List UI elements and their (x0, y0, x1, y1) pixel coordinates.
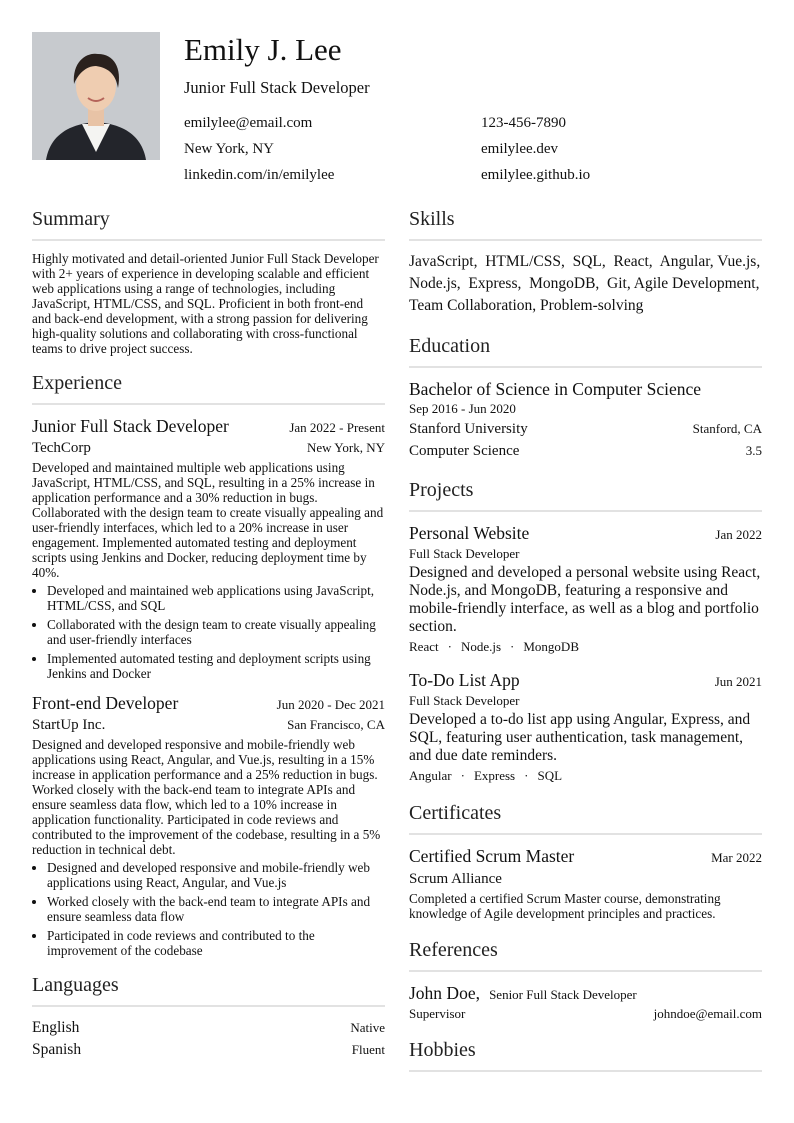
job-company: StartUp Inc. (32, 717, 106, 733)
school-name: Stanford University (409, 421, 528, 437)
job-company: TechCorp (32, 440, 91, 456)
job-title: Junior Full Stack Developer (32, 416, 229, 436)
section-heading: Projects (409, 477, 762, 512)
project-tag: Node.js (460, 639, 502, 654)
section-heading: Hobbies (409, 1037, 762, 1072)
project-description: Designed and developed a personal website using React, Node.js, and MongoDB, featuring a responsive and mobile-friendly interface, as well as a blog and portfolio section. (409, 564, 761, 635)
separator-dot: · (460, 768, 465, 783)
project-role: Full Stack Developer (409, 693, 520, 708)
certificates-section (409, 800, 762, 921)
job-bullet: • Collaborated with the design team to create visually appealing and user-friendly interfaces (47, 617, 385, 647)
separator-dot: · (510, 639, 515, 654)
project-date: Jun 2021 (714, 674, 762, 689)
section-heading: Experience (32, 370, 385, 405)
project-entry (409, 669, 762, 784)
job-entry (32, 692, 385, 958)
job-bullets (32, 583, 385, 681)
project-description: Developed a to-do list app using Angular, Express, and SQL, featuring user authentication, task management, and due date reminders. (409, 711, 751, 764)
project-tag: MongoDB (523, 639, 579, 654)
portrait-illustration (32, 32, 160, 160)
degree-title: Bachelor of Science in Computer Science (409, 379, 702, 399)
job-location: New York, NY (306, 440, 385, 455)
project-tag: Express (473, 768, 516, 783)
project-tags (409, 639, 762, 655)
project-tag: React (409, 639, 439, 654)
profile-photo (32, 32, 160, 160)
section-heading: Skills (409, 206, 762, 241)
language-row (32, 1017, 385, 1039)
projects-section (409, 477, 762, 784)
skills-list: JavaScript, HTML/CSS, SQL, React, Angular, Vue.js, Node.js, Express, MongoDB, Git, Agile Development, Team Collaboration, Problem-solving (409, 253, 768, 314)
separator-dot: · (447, 639, 452, 654)
job-bullets (32, 860, 385, 958)
certificate-date: Mar 2022 (711, 850, 762, 865)
experience-section (32, 370, 385, 958)
contact-phone[interactable]: 123-456-7890 (481, 115, 566, 131)
education-section (409, 333, 762, 461)
project-role: Full Stack Developer (409, 546, 520, 561)
education-date: Sep 2016 - Jun 2020 (409, 401, 516, 416)
languages-section (32, 972, 385, 1061)
job-description: Developed and maintained multiple web applications using JavaScript, HTML/CSS, and SQL, resulting in a 25% increase in application performance and a 30% reduction in bugs. Collaborated with the design team to create visually appealing and user-friendly interfaces, which led to a 20% increase in user engagement. Implemented automated testing and deployment scripts using Jenkins and Docker, reducing deployment time by 40%. (32, 460, 384, 580)
section-heading: Education (409, 333, 762, 368)
skills-section (409, 206, 768, 317)
candidate-name: Emily J. Lee (184, 32, 342, 67)
section-heading: Languages (32, 972, 385, 1007)
contact-linkedin[interactable]: linkedin.com/in/emilylee (184, 167, 335, 183)
school-location: Stanford, CA (692, 421, 762, 436)
reference-position: Senior Full Stack Developer (489, 987, 637, 1002)
hobbies-section (409, 1037, 762, 1072)
contact-website[interactable]: emilylee.dev (481, 141, 559, 157)
job-title: Front-end Developer (32, 693, 179, 713)
project-entry (409, 522, 762, 655)
project-name: Personal Website (409, 523, 530, 543)
job-entry (32, 415, 385, 681)
right-column (409, 206, 768, 1082)
certificate-description: Completed a certified Scrum Master course, demonstrating knowledge of Agile development principles and practices. (409, 891, 721, 921)
separator-dot: · (524, 768, 529, 783)
job-bullet: • Developed and maintained web applications using JavaScript, HTML/CSS, and SQL (47, 583, 385, 613)
project-name: To-Do List App (409, 670, 520, 690)
job-bullet: • Implemented automated testing and deployment scripts using Jenkins and Docker (47, 651, 385, 681)
contact-github[interactable]: emilylee.github.io (481, 167, 591, 183)
job-date: Jun 2020 - Dec 2021 (276, 697, 385, 712)
job-bullet: • Participated in code reviews and contributed to the improvement of the codebase (47, 928, 385, 958)
job-location: San Francisco, CA (287, 717, 385, 732)
language-name: English (32, 1019, 80, 1036)
job-description: Designed and developed responsive and mobile-friendly web applications using React, Angular, and Vue.js, resulting in a 15% increase in application performance and a 25% reduction in bugs. Worked closely with the back-end team to integrate APIs and ensure seamless data flow, which led to a 10% increase in application functionality. Participated in code reviews and contributed to the improvement of the codebase, resulting in a 5% reduction in technical debt. (32, 737, 381, 857)
language-row (32, 1039, 385, 1061)
job-bullet: • Worked closely with the back-end team to integrate APIs and ensure seamless data flow (47, 894, 385, 924)
left-column (32, 206, 385, 1061)
section-heading: Certificates (409, 800, 762, 835)
contact-location: New York, NY (184, 141, 275, 157)
project-tags (409, 768, 762, 784)
certificate-name: Certified Scrum Master (409, 846, 575, 866)
project-date: Jan 2022 (715, 527, 762, 542)
project-tag: Angular (409, 768, 452, 783)
reference-name: John Doe, (409, 983, 480, 1003)
job-bullet: • Designed and developed responsive and mobile-friendly web applications using React, Angular, and Vue.js (47, 860, 385, 890)
summary-section (32, 206, 385, 356)
language-name: Spanish (32, 1041, 82, 1058)
language-level: Native (350, 1020, 385, 1035)
contact-email[interactable]: emilylee@email.com (184, 115, 313, 131)
certificate-issuer: Scrum Alliance (409, 871, 502, 887)
reference-email[interactable]: johndoe@email.com (653, 1006, 762, 1021)
language-level: Fluent (351, 1042, 385, 1057)
section-heading: Summary (32, 206, 385, 241)
section-heading: References (409, 937, 762, 972)
reference-relation: Supervisor (409, 1006, 466, 1021)
summary-text: Highly motivated and detail-oriented Junior Full Stack Developer with 2+ years of experience in developing scalable and efficient web applications using a range of technologies, including JavaScript, HTML/CSS, and SQL. Proficient in both front-end and back-end development, with a strong passion for delivering high-quality solutions and collaborating with cross-functional teams to drive project success. (32, 251, 379, 356)
job-date: Jan 2022 - Present (289, 420, 385, 435)
project-tag: SQL (537, 768, 563, 783)
candidate-title: Junior Full Stack Developer (184, 78, 370, 97)
gpa: 3.5 (745, 443, 762, 458)
field-of-study: Computer Science (409, 443, 520, 459)
references-section (409, 937, 762, 1021)
